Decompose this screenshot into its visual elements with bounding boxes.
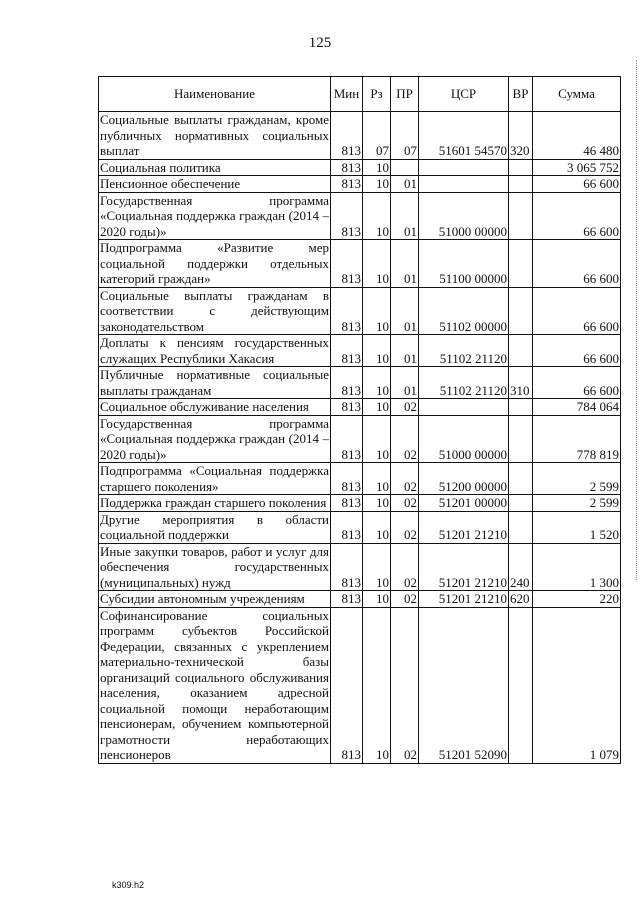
table-row: [99, 415, 621, 463]
cell-min: 813: [331, 495, 363, 512]
cell-name: Поддержка граждан старшего поколения: [99, 495, 331, 512]
cell-csr: 51201 21210: [419, 543, 509, 591]
cell-vr: [509, 192, 533, 240]
cell-csr: [419, 176, 509, 193]
cell-vr: [509, 240, 533, 288]
cell-pr: 01: [391, 176, 419, 193]
table-row: [99, 176, 621, 193]
cell-name: Иные закупки товаров, работ и услуг для обеспечения государственных (муниципальных) нужд: [100, 543, 329, 590]
cell-pr: 02: [391, 495, 419, 512]
cell-vr: [509, 511, 533, 543]
cell-name: Пенсионное обеспечение: [99, 176, 331, 193]
cell-vr: [509, 495, 533, 512]
cell-min: 813: [331, 335, 363, 367]
table-row: [99, 159, 621, 176]
cell-csr: 51601 54570: [419, 112, 509, 160]
cell-rz: 10: [363, 192, 391, 240]
header-sum: Сумма: [533, 77, 621, 112]
cell-min: 813: [331, 112, 363, 160]
cell-min: 813: [331, 287, 363, 335]
cell-sum: 3 065 752: [533, 159, 621, 176]
cell-vr: [509, 399, 533, 416]
cell-csr: 51000 00000: [419, 192, 509, 240]
cell-rz: 10: [363, 159, 391, 176]
table-row: [99, 607, 621, 763]
footer-code: k309.h2: [112, 880, 145, 890]
cell-rz: 10: [363, 399, 391, 416]
cell-vr: [509, 335, 533, 367]
cell-pr: 01: [391, 240, 419, 288]
cell-rz: 10: [363, 240, 391, 288]
cell-vr: 320: [509, 112, 533, 160]
cell-name: Другие мероприятия в области социальной поддержки: [100, 511, 329, 542]
table-row: [99, 543, 621, 591]
cell-pr: 02: [391, 463, 419, 495]
cell-min: 813: [331, 591, 363, 608]
cell-vr: 240: [509, 543, 533, 591]
cell-pr: 01: [391, 192, 419, 240]
header-min: Мин: [331, 77, 363, 112]
cell-pr: 02: [391, 607, 419, 763]
cell-rz: 10: [363, 543, 391, 591]
cell-vr: 310: [509, 367, 533, 399]
cell-rz: 10: [363, 511, 391, 543]
cell-rz: 10: [363, 335, 391, 367]
cell-sum: 784 064: [533, 399, 621, 416]
cell-name: Софинансирование социальных программ субъектов Российской Федерации, связанных с укреплением материально-технической базы организаций социального обслуживания населения, оказанием адресной социальной помощи неработающим пенсионерам, обучением компьютерной грамотности неработающих пенсионеров: [100, 607, 329, 762]
table-body: [99, 112, 621, 764]
cell-min: 813: [331, 399, 363, 416]
table-row: [99, 367, 621, 399]
cell-rz: 10: [363, 607, 391, 763]
cell-vr: [509, 159, 533, 176]
cell-name: Социальная политика: [99, 159, 331, 176]
cell-min: 813: [331, 607, 363, 763]
cell-rz: 10: [363, 495, 391, 512]
cell-csr: 51102 21120: [419, 335, 509, 367]
cell-vr: 620: [509, 591, 533, 608]
table-row: [99, 112, 621, 160]
table-row: [99, 192, 621, 240]
table-row: [99, 591, 621, 608]
cell-min: 813: [331, 159, 363, 176]
cell-min: 813: [331, 415, 363, 463]
cell-sum: 778 819: [533, 415, 621, 463]
cell-vr: [509, 463, 533, 495]
cell-pr: 01: [391, 287, 419, 335]
cell-vr: [509, 287, 533, 335]
cell-vr: [509, 176, 533, 193]
cell-csr: 51102 21120: [419, 367, 509, 399]
cell-name: Социальное обслуживание населения: [99, 399, 331, 416]
cell-rz: 10: [363, 415, 391, 463]
cell-min: 813: [331, 240, 363, 288]
table-row: [99, 399, 621, 416]
cell-sum: 1 079: [533, 607, 621, 763]
cell-csr: 51000 00000: [419, 415, 509, 463]
header-vr: ВР: [509, 77, 533, 112]
header-name: Наименование: [99, 77, 331, 112]
table-header-row: [99, 77, 621, 112]
cell-min: 813: [331, 367, 363, 399]
cell-csr: [419, 399, 509, 416]
page-edge-mark: [634, 60, 637, 580]
table-row: [99, 463, 621, 495]
cell-pr: 02: [391, 511, 419, 543]
header-csr: ЦСР: [419, 77, 509, 112]
cell-pr: [391, 159, 419, 176]
cell-csr: 51201 21210: [419, 511, 509, 543]
cell-vr: [509, 607, 533, 763]
cell-name: Подпрограмма «Социальная поддержка старшего поколения»: [100, 463, 329, 494]
table-row: [99, 511, 621, 543]
cell-rz: 10: [363, 367, 391, 399]
cell-name: Социальные выплаты гражданам, кроме публичных нормативных социальных выплат: [100, 112, 329, 158]
table-row: [99, 335, 621, 367]
cell-min: 813: [331, 192, 363, 240]
cell-sum: 220: [533, 591, 621, 608]
cell-pr: 02: [391, 591, 419, 608]
cell-csr: 51201 21210: [419, 591, 509, 608]
cell-csr: 51201 52090: [419, 607, 509, 763]
header-rz: Рз: [363, 77, 391, 112]
cell-pr: 02: [391, 543, 419, 591]
cell-sum: 1 520: [533, 511, 621, 543]
table-row: [99, 287, 621, 335]
cell-rz: 10: [363, 287, 391, 335]
cell-vr: [509, 415, 533, 463]
cell-name: Доплаты к пенсиям государственных служащих Республики Хакасия: [100, 335, 329, 366]
cell-sum: 66 600: [533, 335, 621, 367]
cell-name: Государственная программа «Социальная поддержка граждан (2014 – 2020 годы)»: [100, 192, 329, 239]
page-number: 125: [308, 35, 332, 51]
cell-rz: 10: [363, 176, 391, 193]
cell-rz: 07: [363, 112, 391, 160]
header-pr: ПР: [391, 77, 419, 112]
cell-sum: 66 600: [533, 367, 621, 399]
cell-min: 813: [331, 176, 363, 193]
cell-name: Публичные нормативные социальные выплаты гражданам: [100, 367, 329, 398]
cell-sum: 2 599: [533, 495, 621, 512]
cell-pr: 02: [391, 415, 419, 463]
cell-sum: 66 600: [533, 192, 621, 240]
cell-sum: 66 600: [533, 176, 621, 193]
cell-rz: 10: [363, 463, 391, 495]
cell-sum: 2 599: [533, 463, 621, 495]
cell-min: 813: [331, 463, 363, 495]
cell-pr: 01: [391, 335, 419, 367]
cell-name: Подпрограмма «Развитие мер социальной поддержки отдельных категорий граждан»: [100, 240, 329, 286]
cell-pr: 01: [391, 367, 419, 399]
table-row: [99, 495, 621, 512]
table-row: [99, 240, 621, 288]
cell-name: Социальные выплаты гражданам в соответствии с действующим законодательством: [100, 287, 329, 334]
cell-sum: 66 600: [533, 240, 621, 288]
cell-csr: 51102 00000: [419, 287, 509, 335]
cell-sum: 66 600: [533, 287, 621, 335]
cell-csr: 51200 00000: [419, 463, 509, 495]
cell-name: Государственная программа «Социальная поддержка граждан (2014 – 2020 годы)»: [100, 415, 329, 462]
cell-csr: 51100 00000: [419, 240, 509, 288]
cell-csr: [419, 159, 509, 176]
cell-csr: 51201 00000: [419, 495, 509, 512]
cell-rz: 10: [363, 591, 391, 608]
cell-sum: 46 480: [533, 112, 621, 160]
cell-pr: 07: [391, 112, 419, 160]
cell-pr: 02: [391, 399, 419, 416]
cell-min: 813: [331, 543, 363, 591]
cell-sum: 1 300: [533, 543, 621, 591]
cell-name: Субсидии автономным учреждениям: [99, 591, 331, 608]
cell-min: 813: [331, 511, 363, 543]
budget-table: [98, 76, 621, 764]
